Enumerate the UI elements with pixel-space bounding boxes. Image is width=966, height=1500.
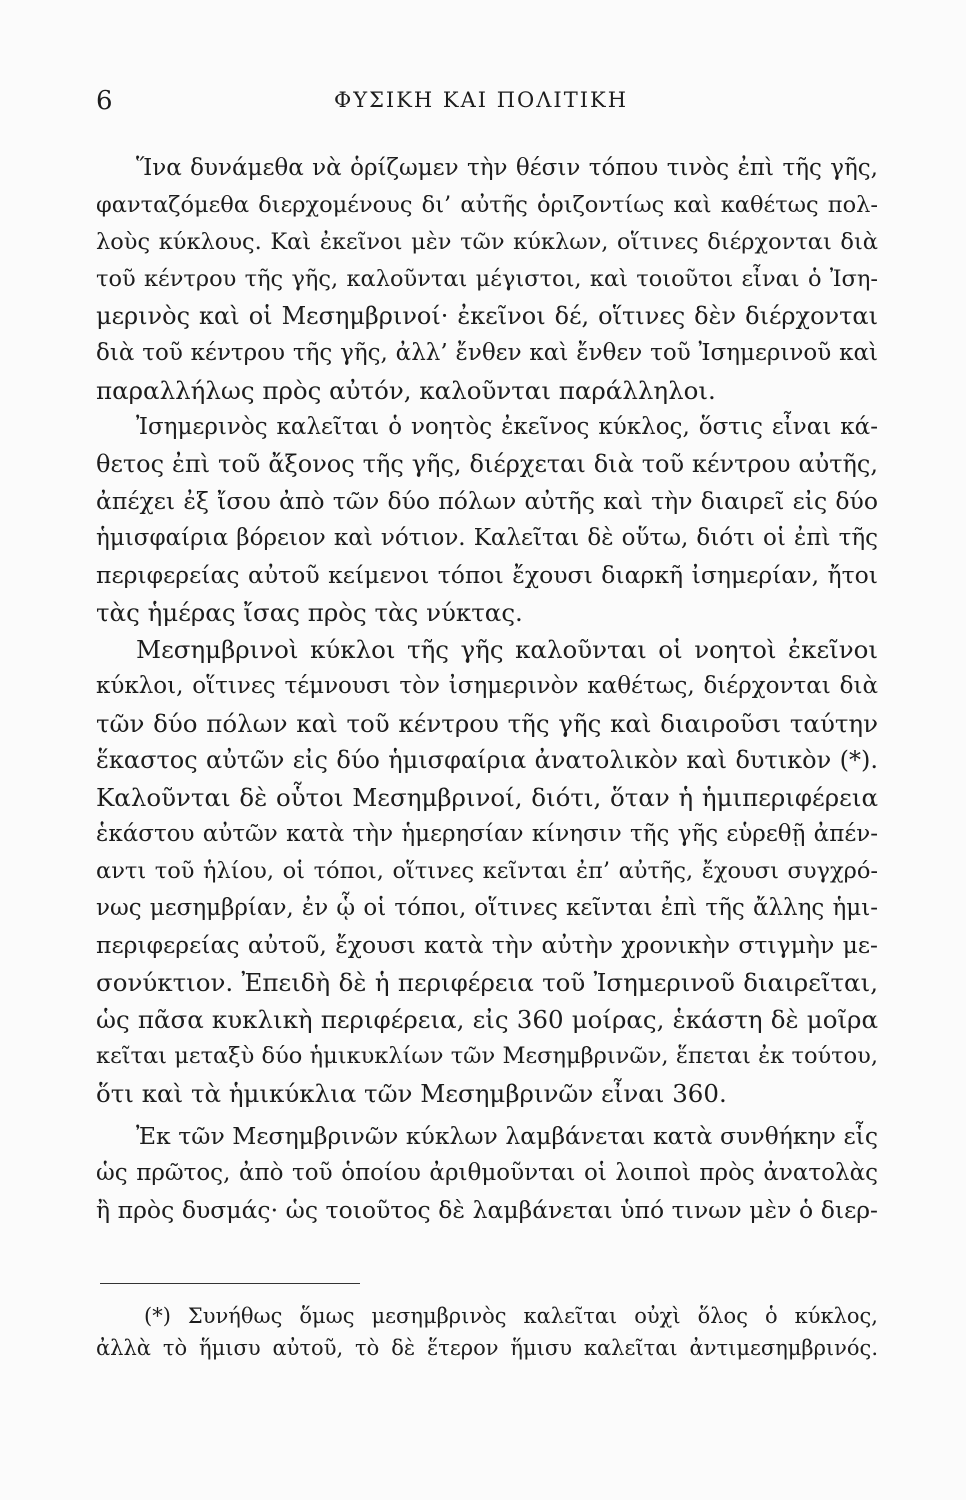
body-text (96, 150, 878, 1229)
text-line: Ἵνα δυνάμεθα νὰ ὁρίζωμεν τὴν θέσιν τόπου τινὸς ἐπὶ τῆς γῆς, (136, 155, 878, 181)
text-line: ἀπέχει ἐξ ἴσου ἀπὸ τῶν δύο πόλων αὐτῆς καὶ τὴν διαιρεῖ εἰς δύο (96, 487, 878, 515)
page-number: 6 (96, 86, 113, 116)
text-line: περιφερείας αὐτοῦ κείμενοι τόποι ἔχουσι διαρκῆ ἰσημερίαν, ἤτοι (96, 561, 878, 589)
text-line: ἡμισφαίρια βόρειον καὶ νότιον. Καλεῖται δὲ οὕτω, διότι οἱ ἐπὶ τῆς (96, 525, 878, 551)
text-line: ἢ πρὸς δυσμάς· ὡς τοιοῦτος δὲ λαμβάνεται ὑπό τινων μὲν ὁ διερ- (96, 1196, 878, 1224)
running-title: ΦΥΣΙΚΗ ΚΑΙ ΠΟΛΙΤΙΚΗ (333, 88, 629, 112)
footnote-line: ἀλλὰ τὸ ἥμισυ αὐτοῦ, τὸ δὲ ἕτερον ἥμισυ καλεῖται ἀντιμεσημβρινός. (96, 1336, 878, 1360)
text-line: ὡς πρῶτος, ἀπὸ τοῦ ὁποίου ἀριθμοῦνται οἱ λοιποὶ πρὸς ἀνατολὰς (96, 1160, 878, 1186)
text-line: παραλλήλως πρὸς αὐτόν, καλοῦνται παράλληλοι. (96, 376, 716, 405)
text-line: κεῖται μεταξὺ δύο ἡμικυκλίων τῶν Μεσημβρινῶν, ἕπεται ἐκ τούτου, (96, 1043, 878, 1069)
text-line: ἕκαστος αὐτῶν εἰς δύο ἡμισφαίρια ἀνατολικὸν καὶ δυτικὸν (*). (96, 746, 878, 774)
text-line: Ἰσημερινὸς καλεῖται ὁ νοητὸς ἐκεῖνος κύκλος, ὅστις εἶναι κά- (136, 414, 878, 440)
text-line: διὰ τοῦ κέντρου τῆς γῆς, ἀλλ’ ἔνθεν καὶ ἔνθεν τοῦ Ἰσημερινοῦ καὶ (96, 340, 878, 366)
text-line: λοὺς κύκλους. Καὶ ἐκεῖνοι μὲν τῶν κύκλων, οἵτινες διέρχονται διὰ (96, 229, 878, 255)
text-line: ὅτι καὶ τὰ ἡμικύκλια τῶν Μεσημβρινῶν εἶναι 360. (96, 1079, 727, 1108)
text-line: ἑκάστου αὐτῶν κατὰ τὴν ἡμερησίαν κίνησιν τῆς γῆς εὑρεθῇ ἀπέν- (96, 821, 878, 847)
text-line: ὡς πᾶσα κυκλικὴ περιφέρεια, εἰς 360 μοίρας, ἑκάστη δὲ μοῖρα (96, 1005, 878, 1034)
text-line: τῶν δύο πόλων καὶ τοῦ κέντρου τῆς γῆς καὶ διαιροῦσι ταύτην (96, 709, 878, 738)
text-line: Καλοῦνται δὲ οὗτοι Μεσημβρινοί, διότι, ὅταν ἡ ἡμιπεριφέρεια (96, 783, 878, 812)
text-line: θετος ἐπὶ τοῦ ἄξονος τῆς γῆς, διέρχεται διὰ τοῦ κέντρου αὐτῆς, (96, 450, 878, 478)
footnote-divider (100, 1283, 360, 1284)
text-line: φανταζόμεθα διερχομένους δι’ αὐτῆς ὁριζοντίως καὶ καθέτως πολ- (96, 192, 878, 218)
text-line: τὰς ἡμέρας ἴσας πρὸς τὰς νύκτας. (96, 598, 523, 627)
text-line: περιφερείας αὐτοῦ, ἔχουσι κατὰ τὴν αὐτὴν χρονικὴν στιγμὴν με- (96, 931, 878, 959)
footnotes (96, 1300, 878, 1364)
text-line: μερινὸς καὶ οἱ Μεσημβρινοί· ἐκεῖνοι δέ, οἵτινες δὲν διέρχονται (96, 302, 878, 330)
text-line: σονύκτιον. Ἐπειδὴ δὲ ἡ περιφέρεια τοῦ Ἰσημερινοῦ διαιρεῖται, (96, 968, 878, 997)
text-line: αντι τοῦ ἡλίου, οἱ τόποι, οἵτινες κεῖνται ἐπ’ αὐτῆς, ἔχουσι συγχρό- (96, 858, 878, 884)
text-line: κύκλοι, οἵτινες τέμνουσι τὸν ἰσημερινὸν καθέτως, διέρχονται διὰ (96, 673, 878, 699)
text-line: τοῦ κέντρου τῆς γῆς, καλοῦνται μέγιστοι, καὶ τοιοῦτοι εἶναι ὁ Ἰση- (96, 266, 878, 292)
text-line: Μεσημβρινοὶ κύκλοι τῆς γῆς καλοῦνται οἱ νοητοὶ ἐκεῖνοι (136, 635, 878, 664)
page-header (96, 86, 866, 126)
text-line: Ἐκ τῶν Μεσημβρινῶν κύκλων λαμβάνεται κατὰ συνθήκην εἷς (136, 1122, 878, 1150)
text-line: νως μεσημβρίαν, ἐν ᾧ οἱ τόποι, οἵτινες κεῖνται ἐπὶ τῆς ἄλλης ἡμι- (96, 895, 878, 921)
footnote-line: (*) Συνήθως ὅμως μεσημβρινὸς καλεῖται οὐχὶ ὅλος ὁ κύκλος, (144, 1304, 878, 1328)
